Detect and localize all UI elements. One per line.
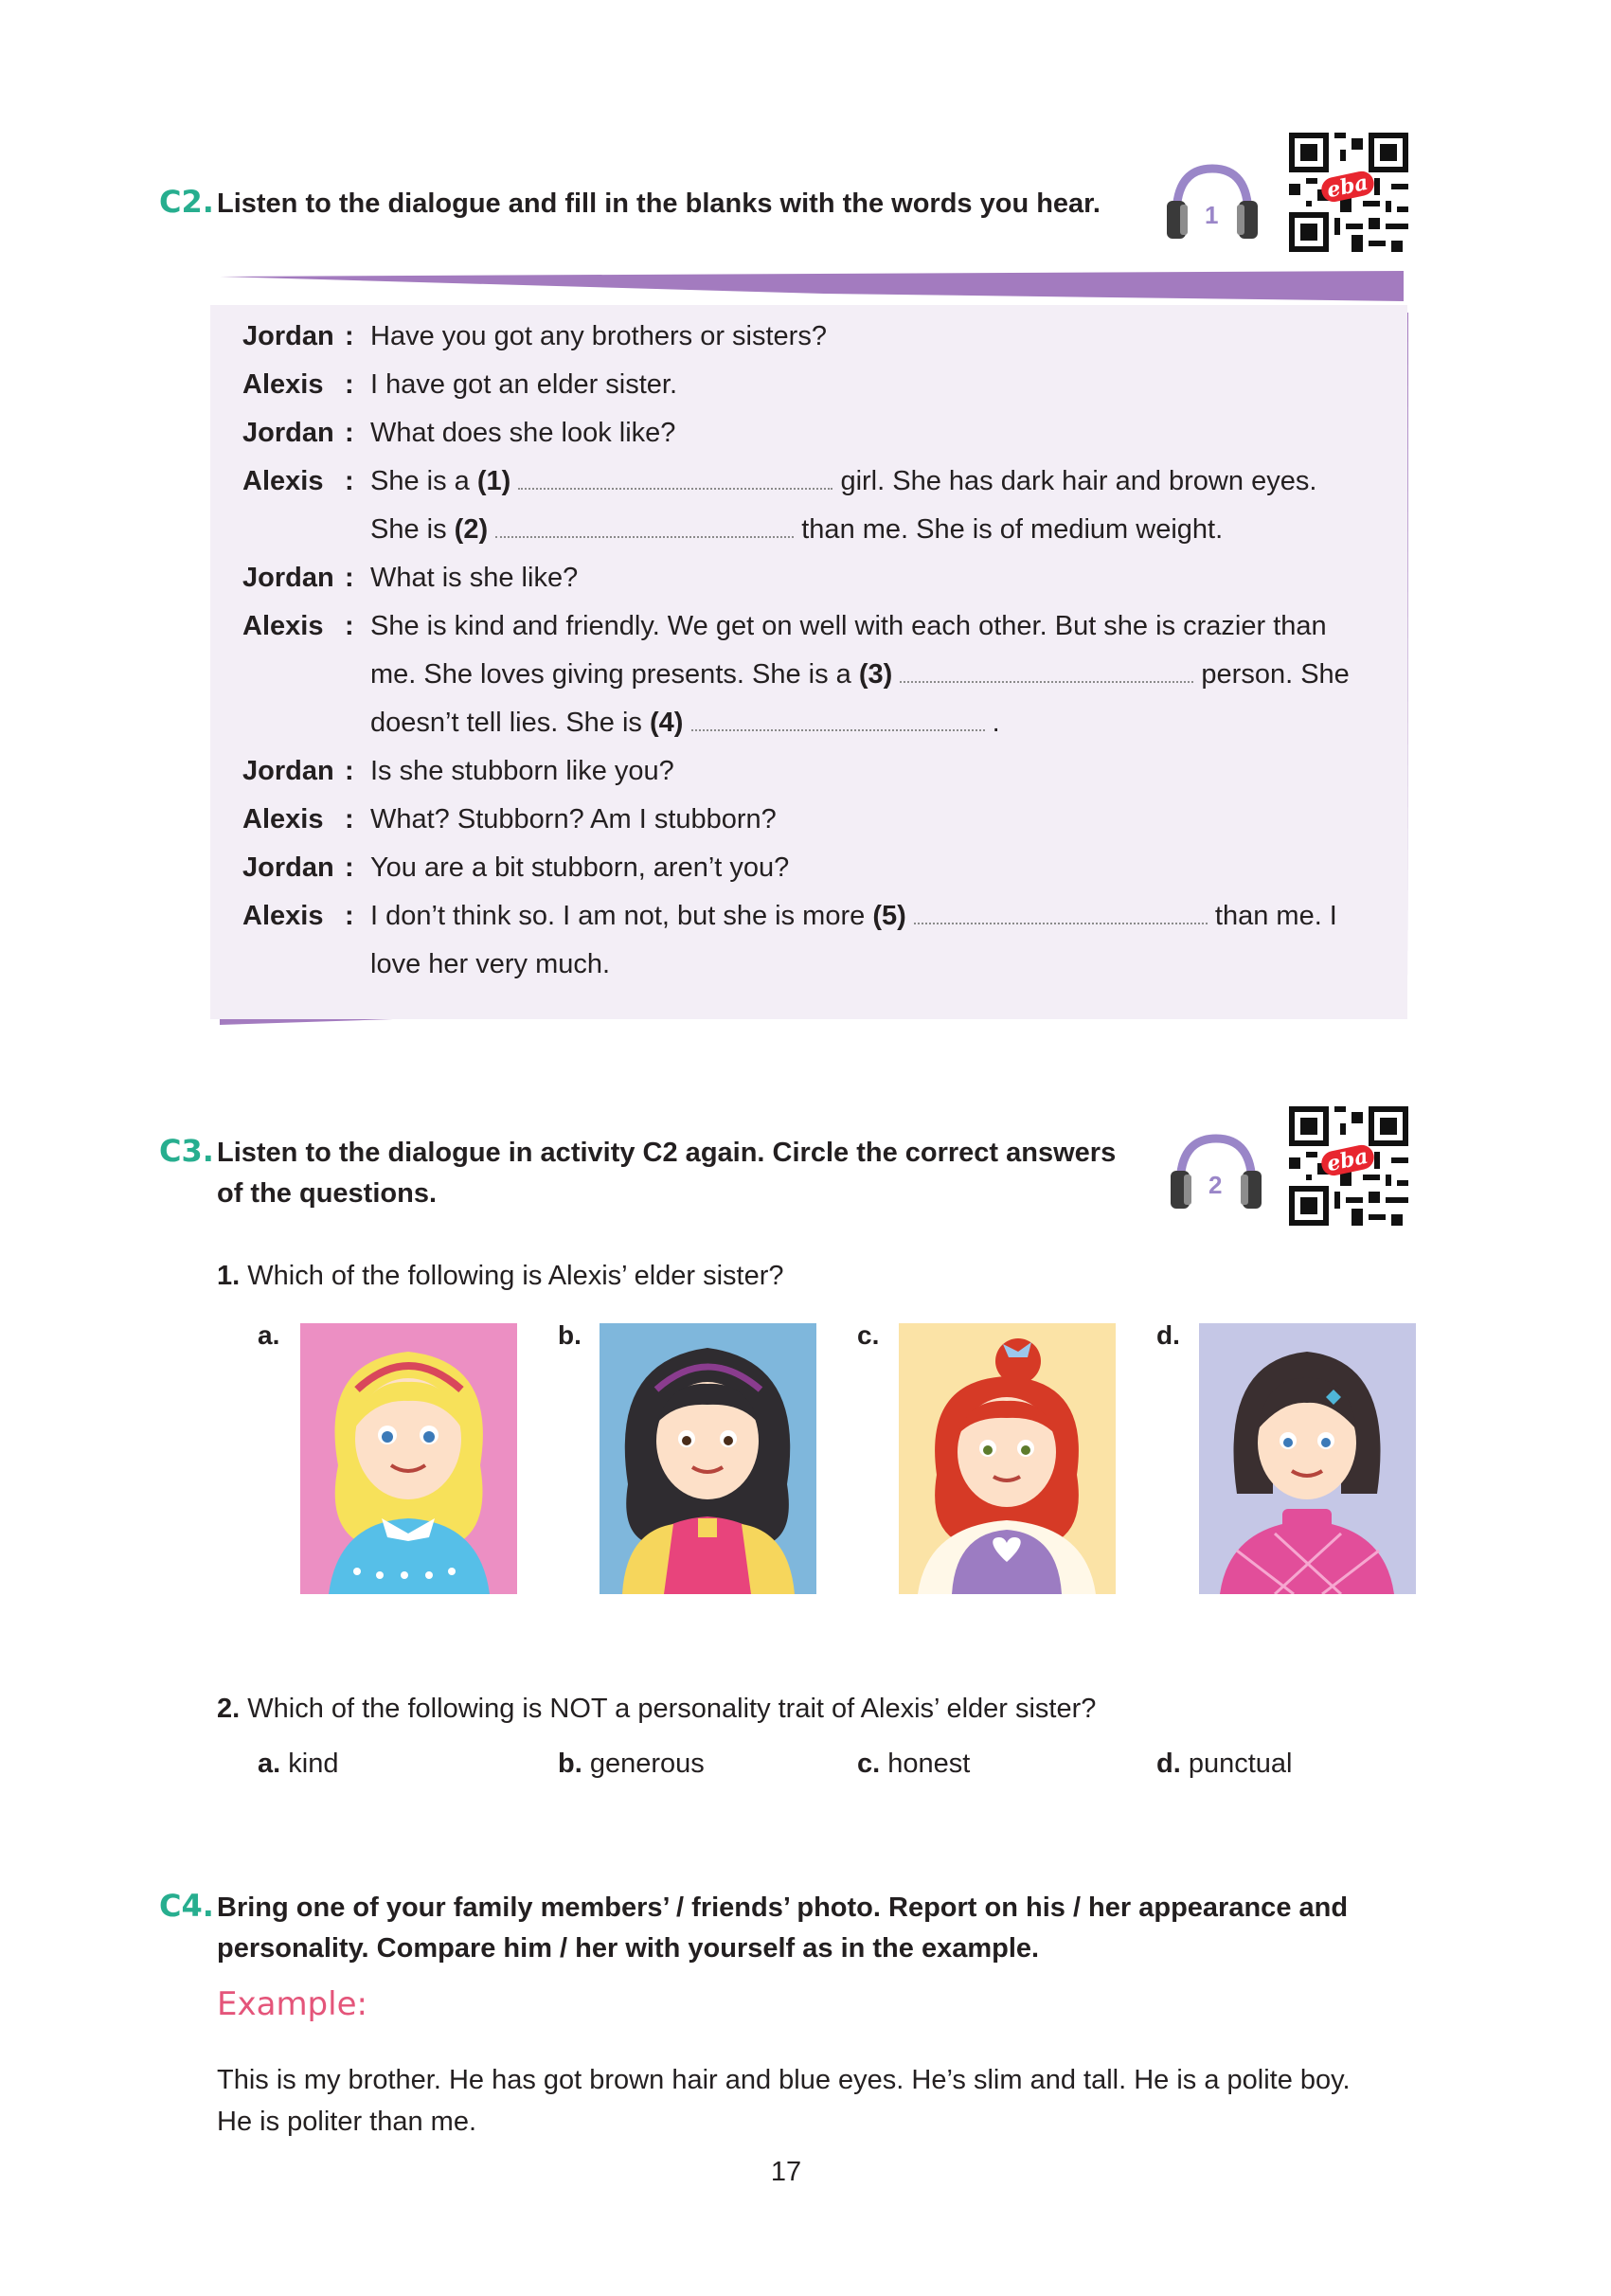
headphones-icon-2[interactable] [1167,1129,1265,1219]
option-b[interactable] [558,1745,705,1783]
colon: : [345,369,354,400]
utterance [370,457,1316,506]
text-part: . [992,708,1000,738]
blank-number-4: (4) [650,708,684,738]
utterance: What? Stubborn? Am I stubborn? [370,804,777,834]
option-letter: a. [258,1749,281,1779]
colon: : [345,756,354,786]
speaker: Jordan [242,563,334,593]
option-text: honest [887,1749,971,1779]
text-part: doesn’t tell lies. She is [370,708,642,738]
option-d-label: d. [1156,1320,1180,1350]
utterance: You are a bit stubborn, aren’t you? [370,852,790,883]
text-part: girl. She has dark hair and brown eyes. [840,466,1317,496]
track-number: 1 [1205,201,1219,229]
blank-5[interactable] [914,900,1208,924]
utterance [370,651,1350,699]
blank-2[interactable] [495,513,794,538]
text-part: than me. She is of medium weight. [801,514,1224,545]
utterance: I have got an elder sister. [370,369,678,400]
utterance: love her very much. [370,949,611,979]
example-line-2: He is politer than me. [217,2107,477,2137]
option-c[interactable] [857,1745,970,1783]
eba-logo: eba [1319,169,1376,204]
eba-logo: eba [1319,1142,1376,1177]
c3-instruction-line-1: Listen to the dialogue in activity C2 again. Circle the correct answers [217,1138,1117,1168]
girl-d-picture[interactable] [1199,1323,1416,1594]
utterance [370,699,1000,747]
utterance: Is she stubborn like you? [370,756,674,786]
colon: : [345,611,354,641]
colon: : [345,901,354,931]
speaker: Jordan [242,756,334,786]
blank-number-2: (2) [454,514,489,545]
utterance: Have you got any brothers or sisters? [370,321,827,351]
option-a-label: a. [258,1320,280,1350]
speaker: Alexis [242,804,324,834]
colon: : [345,418,354,448]
girl-b-picture[interactable] [600,1323,816,1594]
text-part: She is [370,514,447,545]
page-number: 17 [770,2157,802,2187]
utterance: She is kind and friendly. We get on well with each other. But she is crazier than [370,611,1327,641]
utterance: What does she look like? [370,418,676,448]
track-number: 2 [1208,1171,1223,1199]
colon: : [345,466,354,496]
speaker: Alexis [242,901,324,931]
blank-4[interactable] [691,707,985,731]
text-part: I don’t think so. I am not, but she is more [370,901,866,931]
colon: : [345,804,354,834]
option-a[interactable] [258,1745,338,1783]
speaker: Jordan [242,418,334,448]
colon: : [345,321,354,351]
qr-code-2[interactable] [1289,1106,1408,1226]
option-text: punctual [1188,1749,1293,1779]
speaker: Alexis [242,466,324,496]
utterance [370,506,1223,554]
utterance: What is she like? [370,563,579,593]
question-number: 1. [217,1261,241,1291]
speaker: Alexis [242,369,324,400]
question-text: Which of the following is Alexis’ elder sister? [247,1261,784,1291]
blank-number-5: (5) [872,901,906,931]
option-d[interactable] [1156,1745,1293,1783]
option-b-label: b. [558,1320,582,1350]
c4-number: C4. [159,1888,214,1924]
blank-number-1: (1) [476,466,511,496]
utterance [370,892,1337,941]
option-letter: d. [1156,1749,1181,1779]
example-title: Example: [217,1985,367,2023]
c2-instruction: Listen to the dialogue and fill in the blanks with the words you hear. [217,188,1101,219]
c3-number: C3. [159,1133,214,1169]
option-text: kind [288,1749,339,1779]
blank-number-3: (3) [858,659,893,690]
speaker: Jordan [242,852,334,883]
question-2 [217,1690,1096,1728]
c4-instruction-line-1: Bring one of your family members’ / friends’ photo. Report on his / her appearance and [217,1892,1349,1923]
c4-instruction-line-2: personality. Compare him / her with yourself as in the example. [217,1933,1040,1964]
girl-c-picture[interactable] [899,1323,1116,1594]
speaker: Jordan [242,321,334,351]
text-part: person. She [1201,659,1350,690]
option-c-label: c. [857,1320,880,1350]
question-number: 2. [217,1694,241,1724]
colon: : [345,852,354,883]
question-1 [217,1257,784,1295]
c2-number: C2. [159,184,214,220]
text-part: She is a [370,466,470,496]
example-line-1: This is my brother. He has got brown hair and blue eyes. He’s slim and tall. He is a polite boy. [217,2065,1351,2095]
option-text: generous [589,1749,705,1779]
c3-instruction-line-2: of the questions. [217,1178,437,1209]
girl-a-picture[interactable] [300,1323,517,1594]
colon: : [345,563,354,593]
option-letter: c. [857,1749,881,1779]
question-text: Which of the following is NOT a personality trait of Alexis’ elder sister? [247,1694,1097,1724]
text-part: than me. I [1214,901,1337,931]
text-part: me. She loves giving presents. She is a [370,659,851,690]
blank-1[interactable] [518,465,832,490]
blank-3[interactable] [900,658,1193,683]
speaker: Alexis [242,611,324,641]
option-letter: b. [558,1749,582,1779]
